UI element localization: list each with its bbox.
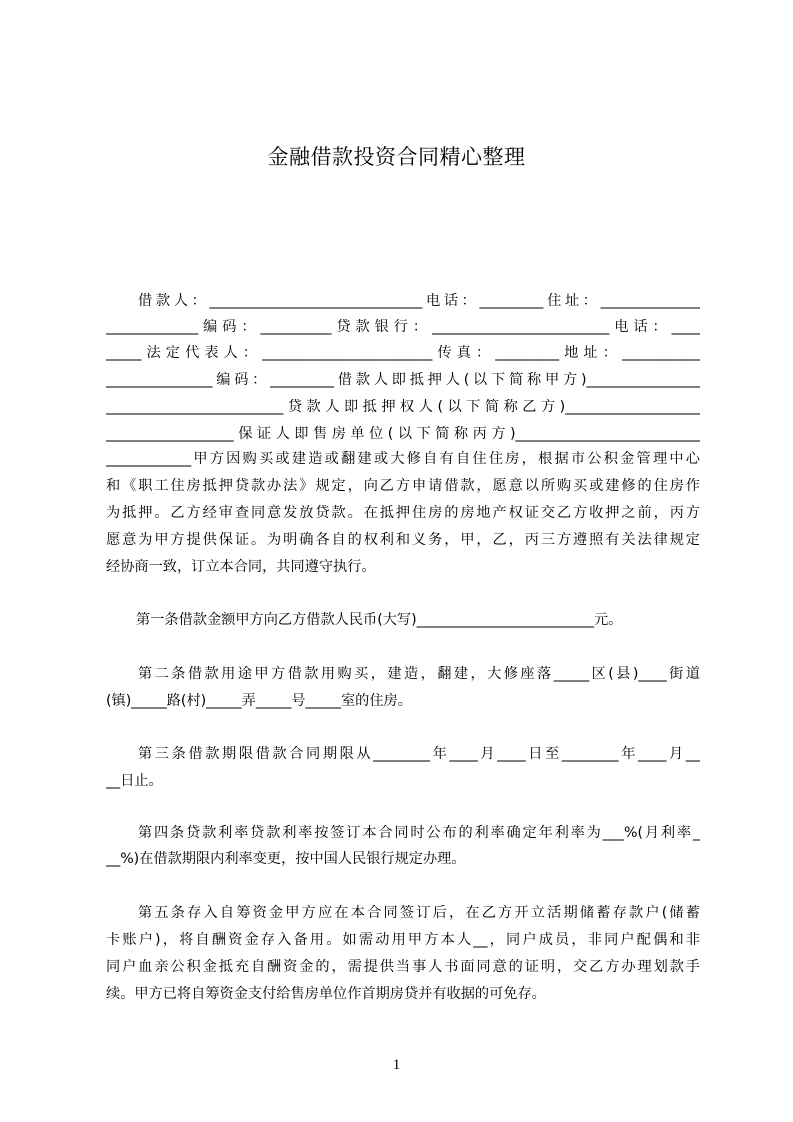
article-3-line: 第三条借款期限借款合同期限从________年____月____日至________年____月__ [138,746,700,762]
parties-line: __________________保证人即售房单位(以下简称丙方)__________________________ [106,426,700,442]
parties-line: _____________编码：__________贷款银行：_________________________电话：____ [106,319,700,335]
parties-line: 借款人：______________________________电话：_________住址：______________ [138,293,700,309]
article-2-line: (镇)_____路(村)_____弄_____号_____室的住房。 [106,693,412,709]
article-5-line: 第五条存入自筹资金甲方应在本合同签订后，在乙方开立活期储蓄存款户(储蓄 [138,905,700,921]
parties-line: _________________________贷款人即抵押权人(以下简称乙方)___________________ [106,399,700,415]
parties-line: 经协商一致，订立本合同，共同遵守执行。 [106,559,376,575]
parties-line: 愿意为甲方提供保证。为明确各自的权利和义务，甲，乙，丙三方遵照有关法律规定 [106,532,700,548]
article-4-line: __%)在借款期限内利率变更，按中国人民银行规定办理。 [106,851,466,867]
parties-line: 为抵押。乙方经审查同意发放贷款。在抵押住房的房地产权证交乙方收押之前，丙方 [106,505,700,521]
page-number: 1 [392,1057,401,1073]
article-2-line: 第二条借款用途甲方借款用购买，建造，翻建，大修座落_____区(县)____街道 [138,666,700,682]
article-5-line: 同户血亲公积金抵充自酬资金的，需提供当事人书面同意的证明，交乙方办理划款手 [106,959,700,975]
article-1-line: 第一条借款金额甲方向乙方借款人民币(大写)_________________________元。 [136,612,623,628]
article-3-line: __日止。 [106,773,163,789]
article-5-line: 续。甲方已将自筹资金支付给售房单位作首期房贷并有收据的可免存。 [106,986,546,1002]
document-title: 金融借款投资合同精心整理 [267,145,526,169]
parties-line: 和《职工住房抵押贷款办法》规定，向乙方申请借款，愿意以所购买或建修的住房作 [106,478,700,494]
article-5-line: 卡账户)，将自酬资金存入备用。如需动用甲方本人__，同户成员，非同户配偶和非 [106,932,700,948]
article-4-line: 第四条贷款利率贷款利率按签订本合同时公布的利率确定年利率为___%(月利率_ [138,825,700,841]
parties-line: ____________甲方因购买或建造或翻建或大修自有自住住房，根据市公积金管理中心 [106,451,700,467]
parties-line: _______________编码：_________借款人即抵押人(以下简称甲方)________________ [106,372,700,388]
parties-line: _____法定代表人：________________________传真：_________地址：___________ [106,345,700,361]
